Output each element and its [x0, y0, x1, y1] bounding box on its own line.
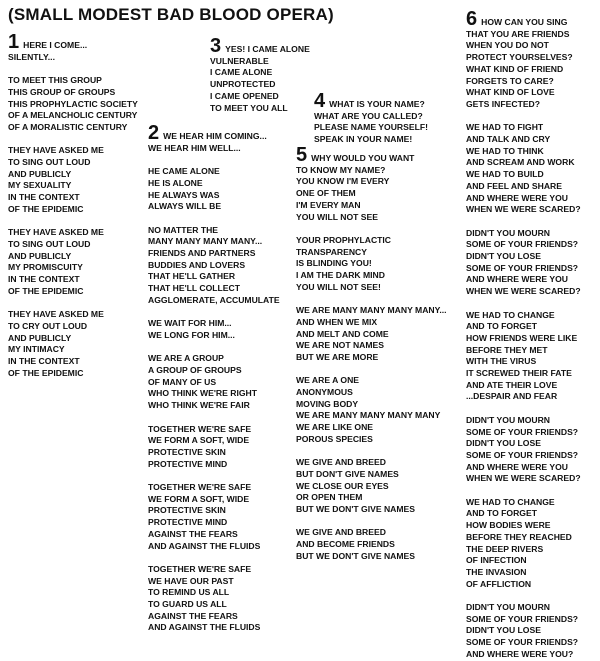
- verse-line: PROTECTIVE SKIN: [148, 446, 226, 457]
- verse-line: AND TALK AND CRY: [466, 134, 551, 145]
- verse-line: THE INVASION: [466, 566, 527, 577]
- verse-line: SOME OF YOUR FRIENDS?: [466, 637, 579, 648]
- verse-line: THAT HE'LL GATHER: [148, 271, 236, 282]
- verse-line: DIDN'T YOU MOURN: [466, 227, 551, 238]
- verse-line: AND WHERE WERE YOU: [466, 461, 569, 472]
- stanza: [296, 457, 461, 516]
- verse-line: I CAME OPENED: [210, 90, 279, 101]
- verse-line: PLEASE NAME YOURSELF!: [314, 122, 428, 133]
- verse-line: ONE OF THEM: [296, 188, 356, 199]
- stanza: [210, 56, 310, 115]
- stanza: [466, 122, 600, 216]
- verse-line: MY INTIMACY: [8, 344, 65, 355]
- verse-line: BUT WE ARE MORE: [296, 351, 379, 362]
- verse-line: HERE I COME...: [23, 40, 88, 50]
- verse-line: WHO THINK WE'RE FAIR: [148, 400, 250, 411]
- verse-line: WE LONG FOR HIM...: [148, 329, 235, 340]
- verse-line: ...DESPAIR AND FEAR: [466, 391, 558, 402]
- verse-line: OF AFFLICTION: [466, 578, 532, 589]
- verse-line: AND FEEL AND SHARE: [466, 180, 562, 191]
- verse-line: I CAME ALONE: [210, 67, 273, 78]
- verse-line: POROUS SPECIES: [296, 433, 373, 444]
- verse-line: OF MANY OF US: [148, 376, 217, 387]
- section-1: [8, 31, 148, 379]
- verse-line: YOU WILL NOT SEE: [296, 211, 378, 222]
- verse-line: MANY MANY MANY MANY...: [148, 236, 263, 247]
- section-4: [314, 90, 459, 146]
- verse-line: TO CRY OUT LOUD: [8, 320, 88, 331]
- verse-line: DIDN'T YOU MOURN: [466, 602, 551, 613]
- stanza: [296, 527, 461, 562]
- verse-line: HOW FRIENDS WERE LIKE: [466, 332, 578, 343]
- verse-line: OR OPEN THEM: [296, 492, 363, 503]
- verse-line: TO SING OUT LOUD: [8, 157, 91, 167]
- verse-line: A GROUP OF GROUPS: [148, 365, 242, 375]
- verse-line: WE GIVE AND BREED: [296, 457, 386, 468]
- stanza: [314, 111, 459, 146]
- verse-line: WE ARE A GROUP: [148, 353, 224, 364]
- verse-line: OF THE EPIDEMIC: [8, 203, 84, 214]
- verse-line: AND TO FORGET: [466, 508, 537, 519]
- verse-line: AGAINST THE FEARS: [148, 610, 238, 621]
- verse-line: DIDN'T YOU LOSE: [466, 625, 541, 636]
- verse-line: FORGETS TO CARE?: [466, 75, 554, 86]
- verse-line: AND PUBLICLY: [8, 168, 72, 179]
- verse-line: DIDN'T YOU MOURN: [466, 414, 551, 425]
- section-heading: [314, 90, 459, 112]
- verse-line: NO MATTER THE: [148, 224, 219, 235]
- section-3: [210, 35, 310, 114]
- verse-line: BUT WE DON'T GIVE NAMES: [296, 550, 416, 561]
- section-2: [148, 122, 298, 634]
- stanza: [148, 353, 298, 412]
- verse-line: DIDN'T YOU LOSE: [466, 251, 541, 262]
- verse-line: YOU KNOW I'M EVERY: [296, 176, 390, 187]
- verse-line: WE HAVE OUR PAST: [148, 575, 234, 586]
- verse-line: WE FORM A SOFT, WIDE: [148, 435, 250, 446]
- verse-line: TO GUARD US ALL: [148, 599, 227, 610]
- verse-line: IN THE CONTEXT: [8, 192, 80, 203]
- verse-line: AND SCREAM AND WORK: [466, 157, 575, 168]
- verse-line: OF THE EPIDEMIC: [8, 367, 84, 378]
- verse-line: I'M EVERY MAN: [296, 199, 361, 210]
- verse-line: FRIENDS AND PARTNERS: [148, 248, 256, 258]
- verse-line: AND WHEN WE MIX: [296, 316, 378, 327]
- verse-line: PROTECTIVE MIND: [148, 458, 228, 469]
- verse-line: IN THE CONTEXT: [8, 355, 80, 366]
- verse-line: WE GIVE AND BREED: [296, 527, 386, 538]
- verse-line: MOVING BODY: [296, 398, 359, 409]
- verse-line: HOW BODIES WERE: [466, 520, 551, 531]
- verse-line: WE HEAR HIM COMING...: [163, 131, 267, 141]
- verse-line: SPEAK IN YOUR NAME!: [314, 134, 413, 145]
- verse-line: WHAT KIND OF FRIEND: [466, 63, 564, 74]
- verse-line: WE ARE MANY MANY MANY MANY...: [296, 305, 447, 316]
- stanza: [296, 165, 461, 224]
- verse-line: WE FORM A SOFT, WIDE: [148, 493, 250, 504]
- verse-line: BUT DON'T GIVE NAMES: [296, 468, 399, 479]
- verse-line: AND WHERE WERE YOU: [466, 192, 569, 203]
- verse-line: AND WHERE WERE YOU?: [466, 648, 574, 659]
- verse-line: TOGETHER WE'RE SAFE: [148, 482, 252, 492]
- section-heading: [8, 31, 148, 53]
- stanza: [148, 564, 298, 634]
- verse-line: TO MEET YOU ALL: [210, 102, 288, 113]
- verse-line: IT SCREWED THEIR FATE: [466, 368, 572, 379]
- verse-line: THIS GROUP OF GROUPS: [8, 86, 116, 97]
- section-heading: [296, 144, 461, 166]
- verse-line: WHEN WE WERE SCARED?: [466, 473, 581, 484]
- verse-line: AND PUBLICLY: [8, 250, 72, 261]
- verse-line: HOW CAN YOU SING: [481, 17, 568, 27]
- section-6: [466, 8, 600, 661]
- verse-line: PROTECT YOURSELVES?: [466, 52, 573, 63]
- verse-line: WE HEAR HIM WELL...: [148, 142, 241, 153]
- section-number: 5: [296, 144, 308, 166]
- verse-line: WE CLOSE OUR EYES: [296, 480, 389, 491]
- section-number: 4: [314, 90, 326, 112]
- verse-line: WE HAD TO CHANGE: [466, 309, 555, 320]
- verse-line: OF A MELANCHOLIC CENTURY: [8, 110, 138, 121]
- verse-line: YES! I CAME ALONE: [225, 44, 310, 54]
- verse-line: I AM THE DARK MIND: [296, 270, 385, 281]
- stanza: [8, 227, 148, 297]
- verse-line: AND BECOME FRIENDS: [296, 539, 395, 550]
- verse-line: HE CAME ALONE: [148, 166, 220, 177]
- verse-line: BUDDIES AND LOVERS: [148, 259, 246, 270]
- verse-line: AND ATE THEIR LOVE: [466, 379, 558, 390]
- verse-line: BUT WE DON'T GIVE NAMES: [296, 504, 416, 515]
- stanza: [296, 305, 461, 364]
- verse-line: MY SEXUALITY: [8, 180, 72, 191]
- verse-line: TRANSPARENCY: [296, 246, 367, 257]
- verse-line: WE HAD TO BUILD: [466, 169, 544, 180]
- verse-line: GETS INFECTED?: [466, 98, 541, 109]
- verse-line: SOME OF YOUR FRIENDS?: [466, 239, 579, 250]
- stanza: [148, 143, 298, 155]
- verse-line: VULNERABLE: [210, 55, 269, 66]
- verse-line: AND MELT AND COME: [296, 328, 389, 339]
- verse-line: WE HAD TO CHANGE: [466, 496, 555, 507]
- verse-line: AND WHERE WERE YOU: [466, 274, 569, 285]
- stanza: [8, 309, 148, 379]
- verse-line: TO KNOW MY NAME?: [296, 164, 386, 175]
- verse-line: WE HAD TO THINK: [466, 145, 544, 156]
- verse-line: SOME OF YOUR FRIENDS?: [466, 449, 579, 460]
- verse-line: YOUR PROPHYLACTIC: [296, 234, 392, 245]
- stanza: [148, 482, 298, 552]
- verse-line: THEY HAVE ASKED ME: [8, 145, 104, 156]
- section-heading: [148, 122, 298, 144]
- verse-line: WHEN WE WERE SCARED?: [466, 204, 581, 215]
- stanza: [466, 29, 600, 111]
- verse-line: OF A MORALISTIC CENTURY: [8, 121, 128, 132]
- stanza: [466, 228, 600, 298]
- page-title: (SMALL MODEST BAD BLOOD OPERA): [8, 5, 334, 24]
- verse-line: BEFORE THEY MET: [466, 344, 548, 355]
- verse-line: WE ARE NOT NAMES: [296, 340, 385, 351]
- verse-line: WHY WOULD YOU WANT: [311, 153, 415, 163]
- verse-line: THEY HAVE ASKED ME: [8, 227, 104, 238]
- verse-line: IS BLINDING YOU!: [296, 258, 372, 269]
- verse-line: WE WAIT FOR HIM...: [148, 318, 232, 329]
- verse-line: OF THE EPIDEMIC: [8, 285, 84, 296]
- verse-line: TO REMIND US ALL: [148, 587, 230, 598]
- verse-line: HE IS ALONE: [148, 177, 203, 188]
- verse-line: TO MEET THIS GROUP: [8, 75, 102, 86]
- verse-line: TOGETHER WE'RE SAFE: [148, 423, 252, 434]
- stanza: [296, 235, 461, 294]
- verse-line: WHEN YOU DO NOT: [466, 40, 549, 51]
- verse-line: WE ARE LIKE ONE: [296, 422, 374, 433]
- section-heading: [210, 35, 310, 57]
- verse-line: AND AGAINST THE FLUIDS: [148, 622, 261, 633]
- stanza: [466, 415, 600, 485]
- verse-line: TOGETHER WE'RE SAFE: [148, 563, 252, 574]
- verse-line: THE DEEP RIVERS: [466, 543, 544, 554]
- verse-line: MY PROMISCUITY: [8, 262, 83, 273]
- stanza: [148, 424, 298, 471]
- verse-line: WE ARE MANY MANY MANY MANY: [296, 410, 441, 421]
- verse-line: PROTECTIVE MIND: [148, 517, 228, 528]
- verse-line: THAT YOU ARE FRIENDS: [466, 28, 570, 39]
- verse-line: AND PUBLICLY: [8, 332, 72, 343]
- verse-line: ANONYMOUS: [296, 387, 353, 398]
- stanza: [466, 310, 600, 404]
- section-heading: [466, 8, 600, 30]
- verse-line: WITH THE VIRUS: [466, 356, 537, 367]
- verse-line: ALWAYS WILL BE: [148, 201, 222, 212]
- verse-line: AND TO FORGET: [466, 321, 537, 332]
- verse-line: THEY HAVE ASKED ME: [8, 309, 104, 320]
- verse-line: WHEN WE WERE SCARED?: [466, 286, 581, 297]
- verse-line: OF INFECTION: [466, 555, 527, 566]
- stanza: [148, 318, 298, 341]
- verse-line: SILENTLY...: [8, 51, 55, 62]
- stanza: [296, 375, 461, 445]
- verse-line: AND AGAINST THE FLUIDS: [148, 540, 261, 551]
- stanza: [8, 145, 148, 215]
- verse-line: TO SING OUT LOUD: [8, 238, 91, 249]
- verse-line: SOME OF YOUR FRIENDS?: [466, 613, 579, 624]
- section-number: 3: [210, 35, 222, 57]
- verse-line: WHAT KIND OF LOVE: [466, 87, 555, 98]
- verse-line: HE ALWAYS WAS: [148, 189, 220, 200]
- verse-line: THIS PROPHYLACTIC SOCIETY: [8, 98, 138, 109]
- stanza: [466, 602, 600, 661]
- verse-line: WHO THINK WE'RE RIGHT: [148, 388, 257, 399]
- stanza: [8, 52, 148, 64]
- verse-line: WE HAD TO FIGHT: [466, 122, 544, 133]
- verse-line: SOME OF YOUR FRIENDS?: [466, 426, 579, 437]
- verse-line: WE ARE A ONE: [296, 375, 360, 386]
- verse-line: UNPROTECTED: [210, 79, 276, 90]
- stanza: [148, 225, 298, 307]
- verse-line: BEFORE THEY REACHED: [466, 531, 572, 542]
- stanza: [148, 166, 298, 213]
- section-number: 2: [148, 122, 160, 144]
- verse-line: DIDN'T YOU LOSE: [466, 438, 541, 449]
- verse-line: IN THE CONTEXT: [8, 274, 80, 285]
- section-number: 1: [8, 31, 20, 53]
- verse-line: THAT HE'LL COLLECT: [148, 283, 240, 294]
- section-number: 6: [466, 8, 478, 30]
- stanza: [466, 497, 600, 591]
- verse-line: SOME OF YOUR FRIENDS?: [466, 262, 579, 273]
- verse-line: PROTECTIVE SKIN: [148, 505, 226, 516]
- verse-line: WHAT IS YOUR NAME?: [329, 99, 425, 109]
- section-5: [296, 144, 461, 563]
- verse-line: YOU WILL NOT SEE!: [296, 281, 381, 292]
- verse-line: WHAT ARE YOU CALLED?: [314, 110, 423, 121]
- verse-line: AGAINST THE FEARS: [148, 528, 238, 539]
- stanza: [8, 75, 148, 134]
- verse-line: AGGLOMERATE, ACCUMULATE: [148, 294, 280, 305]
